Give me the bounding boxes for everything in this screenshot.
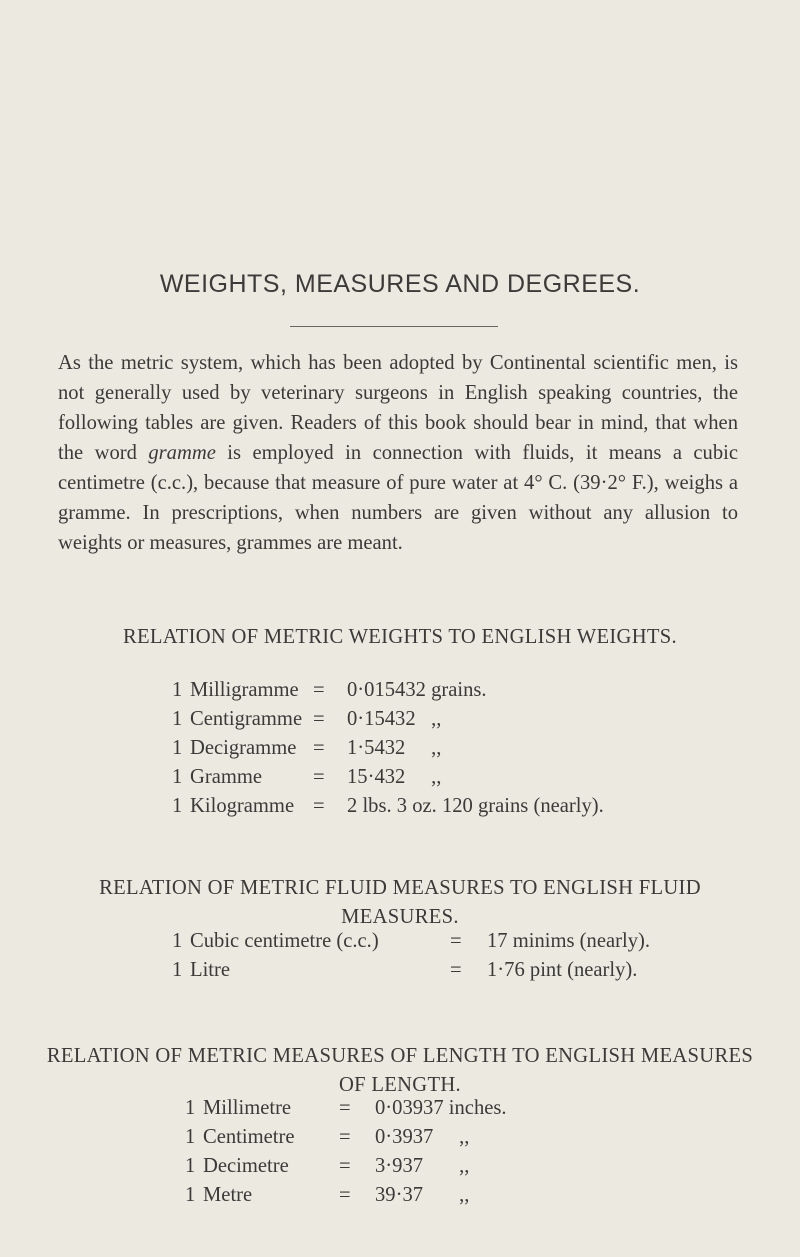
row-unit: Centigramme: [190, 708, 303, 730]
section-heading-length: RELATION OF METRIC MEASURES OF LENGTH TO ENGLISH MEASURES OF LENGTH.: [46, 1045, 754, 1096]
row-number: 1: [172, 959, 183, 981]
row-value: 1·76 pint (nearly).: [487, 959, 638, 981]
row-value: 0·015432 grains.: [347, 679, 487, 701]
row-value: 0·15432 ,,: [347, 708, 442, 730]
row-equals: =: [313, 766, 325, 788]
row-equals: =: [313, 795, 325, 817]
row-unit: Millimetre: [203, 1097, 292, 1119]
row-value: 0·3937 ,,: [375, 1126, 470, 1148]
row-number: 1: [185, 1097, 196, 1119]
row-number: 1: [172, 679, 183, 701]
row-equals: =: [313, 737, 325, 759]
section-heading-weights: RELATION OF METRIC WEIGHTS TO ENGLISH WEIGHTS.: [123, 626, 677, 648]
row-unit: Decigramme: [190, 737, 297, 759]
intro-paragraph: [58, 348, 738, 558]
row-number: 1: [172, 766, 183, 788]
title-rule: [290, 326, 498, 327]
intro-emphasis: gramme: [148, 442, 216, 464]
row-number: 1: [185, 1126, 196, 1148]
row-value: 15·432 ,,: [347, 766, 442, 788]
row-equals: =: [339, 1155, 351, 1177]
row-unit: Metre: [203, 1184, 253, 1206]
intro-text-before: As the metric system, which has been adopted by Continental scientific men, is not generally used by veterinary surgeons in English speaking countries, the following tables are given. Readers of this book should bear in mind, that when the word: [58, 352, 738, 464]
row-number: 1: [172, 708, 183, 730]
row-unit: Centimetre: [203, 1126, 295, 1148]
row-value: 0·03937 inches.: [375, 1097, 507, 1119]
row-number: 1: [172, 930, 183, 952]
row-equals: =: [313, 708, 325, 730]
row-unit: Decimetre: [203, 1155, 289, 1177]
row-value: 3·937 ,,: [375, 1155, 470, 1177]
row-unit: Cubic centimetre (c.c.): [190, 930, 379, 952]
row-equals: =: [339, 1097, 351, 1119]
intro-text-after: is employed in connection with fluids, it means a cubic centimetre (c.c.), because that measure of pure water at 4° C. (39·2° F.), weighs a gramme. In prescriptions, when numbers are given without any allusion to weights or measures, grammes are meant.: [58, 442, 738, 554]
row-equals: =: [450, 930, 462, 952]
row-unit: Gramme: [190, 766, 263, 788]
row-equals: =: [313, 679, 325, 701]
row-unit: Kilogramme: [190, 795, 295, 817]
row-number: 1: [172, 795, 183, 817]
row-number: 1: [185, 1155, 196, 1177]
row-value: 17 minims (nearly).: [487, 930, 651, 952]
row-value: 1·5432 ,,: [347, 737, 442, 759]
row-equals: =: [450, 959, 462, 981]
row-number: 1: [185, 1184, 196, 1206]
row-number: 1: [172, 737, 183, 759]
page-title: WEIGHTS, MEASURES AND DEGREES.: [159, 270, 641, 298]
row-equals: =: [339, 1126, 351, 1148]
row-unit: Litre: [190, 959, 231, 981]
section-heading-fluid-measures: RELATION OF METRIC FLUID MEASURES TO ENGLISH FLUID MEASURES.: [99, 877, 701, 928]
row-unit: Milligramme: [190, 679, 299, 701]
row-equals: =: [339, 1184, 351, 1206]
row-value: 2 lbs. 3 oz. 120 grains (nearly).: [347, 795, 604, 817]
row-value: 39·37 ,,: [375, 1184, 470, 1206]
